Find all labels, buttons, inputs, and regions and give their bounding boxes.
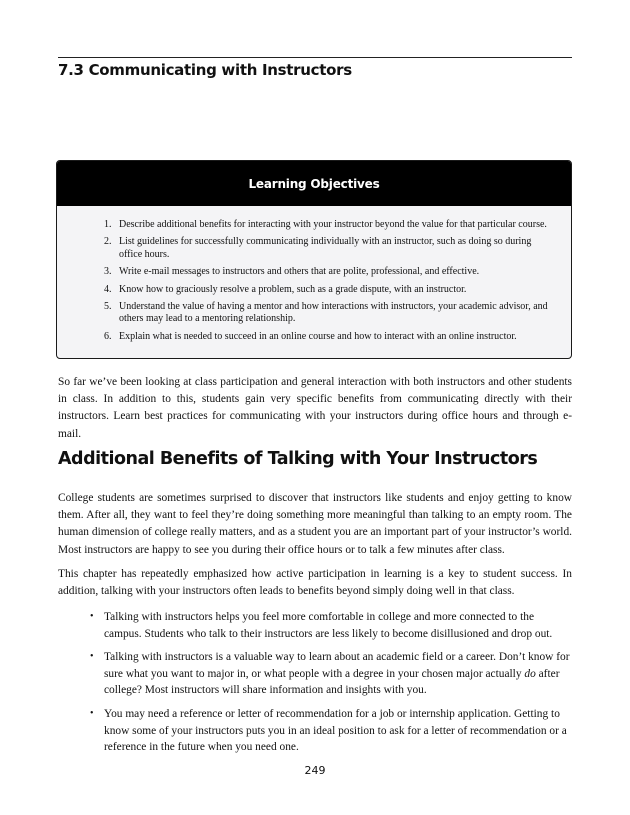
body-paragraph: College students are sometimes surprised to discover that instructors like students and enjoy getting to know them. After all, they want to feel they’re doing something more meaningful than talking to an empty room. The human dimension of college really matters, and as a student you are an important part of your instructor’s world. Most instructors are happy to see you during their office hours or to talk a few minutes after class. xyxy=(58,492,572,556)
objective-item xyxy=(104,266,555,278)
objective-text: List guidelines for successfully communicating individually with an instructor, such as doing so during office hours. xyxy=(119,236,532,260)
bullet-icon: • xyxy=(90,611,94,622)
learning-objectives-box xyxy=(56,160,572,359)
objective-number: 6. xyxy=(104,330,112,342)
bullet-icon: • xyxy=(90,651,94,663)
bullet-icon: • xyxy=(90,707,94,719)
benefits-list xyxy=(90,609,572,763)
objective-number: 2. xyxy=(104,236,112,248)
list-item xyxy=(90,609,572,642)
objective-text: Understand the value of having a mentor and how interactions with instructors, your academic advisor, and others may lead to a mentoring relationship. xyxy=(119,301,548,325)
objective-text: Describe additional benefits for interacting with your instructor beyond the value for that particular course. xyxy=(119,219,547,230)
subsection-title: Additional Benefits of Talking with Your Instructors xyxy=(58,449,538,469)
top-rule xyxy=(58,57,572,58)
list-item xyxy=(90,706,572,756)
objective-item xyxy=(104,301,555,326)
objective-number: 1. xyxy=(104,219,112,230)
objective-item xyxy=(104,283,555,296)
objective-text: Explain what is needed to succeed in an online course and how to interact with an online instructor. xyxy=(119,330,517,342)
list-item-text: Talking with instructors is a valuable way to learn about an academic field or a career. Don’t know for sure what you want to major in, or what people with a degree in your chosen major actually xyxy=(104,651,570,680)
emphasis-text: do xyxy=(524,667,536,680)
list-item-text: You may need a reference or letter of recommendation for a job or internship application. Getting to know some of your instructors puts you in an ideal position to ask for a letter of recommendation or a reference in the future when you need one. xyxy=(104,707,567,754)
learning-objectives-list xyxy=(57,206,571,343)
objective-number: 5. xyxy=(104,301,112,313)
body-paragraph: This chapter has repeatedly emphasized how active participation in learning is a key to student success. In addition, talking with your instructors often leads to benefits beyond simply doing well in that class. xyxy=(58,568,572,598)
objective-number: 3. xyxy=(104,266,112,278)
list-item xyxy=(90,649,572,699)
page-number: 249 xyxy=(304,764,326,777)
intro-paragraph: So far we’ve been looking at class participation and general interaction with both instructors and other students in class. In addition to this, students gain very specific benefits from communicating directly with their instructors. Learn best practices for communicating with your instructors during office hours and through e-mail. xyxy=(58,376,572,440)
objective-item xyxy=(104,219,555,231)
objective-item xyxy=(104,236,555,261)
objective-number: 4. xyxy=(104,283,112,295)
learning-objectives-title: Learning Objectives xyxy=(248,176,380,191)
list-item-text: Talking with instructors helps you feel more comfortable in college and more connected to the campus. Students who talk to their instructors are less likely to become disillusioned and drop out. xyxy=(104,611,553,640)
objective-item xyxy=(104,330,555,343)
learning-objectives-header xyxy=(57,161,571,206)
section-title: 7.3 Communicating with Instructors xyxy=(58,61,352,79)
list-item-text: after college? Most instructors will share information and insights with you. xyxy=(104,667,560,697)
objective-text: Write e-mail messages to instructors and others that are polite, professional, and effective. xyxy=(119,266,480,278)
objective-text: Know how to graciously resolve a problem, such as a grade dispute, with an instructor. xyxy=(119,283,467,295)
